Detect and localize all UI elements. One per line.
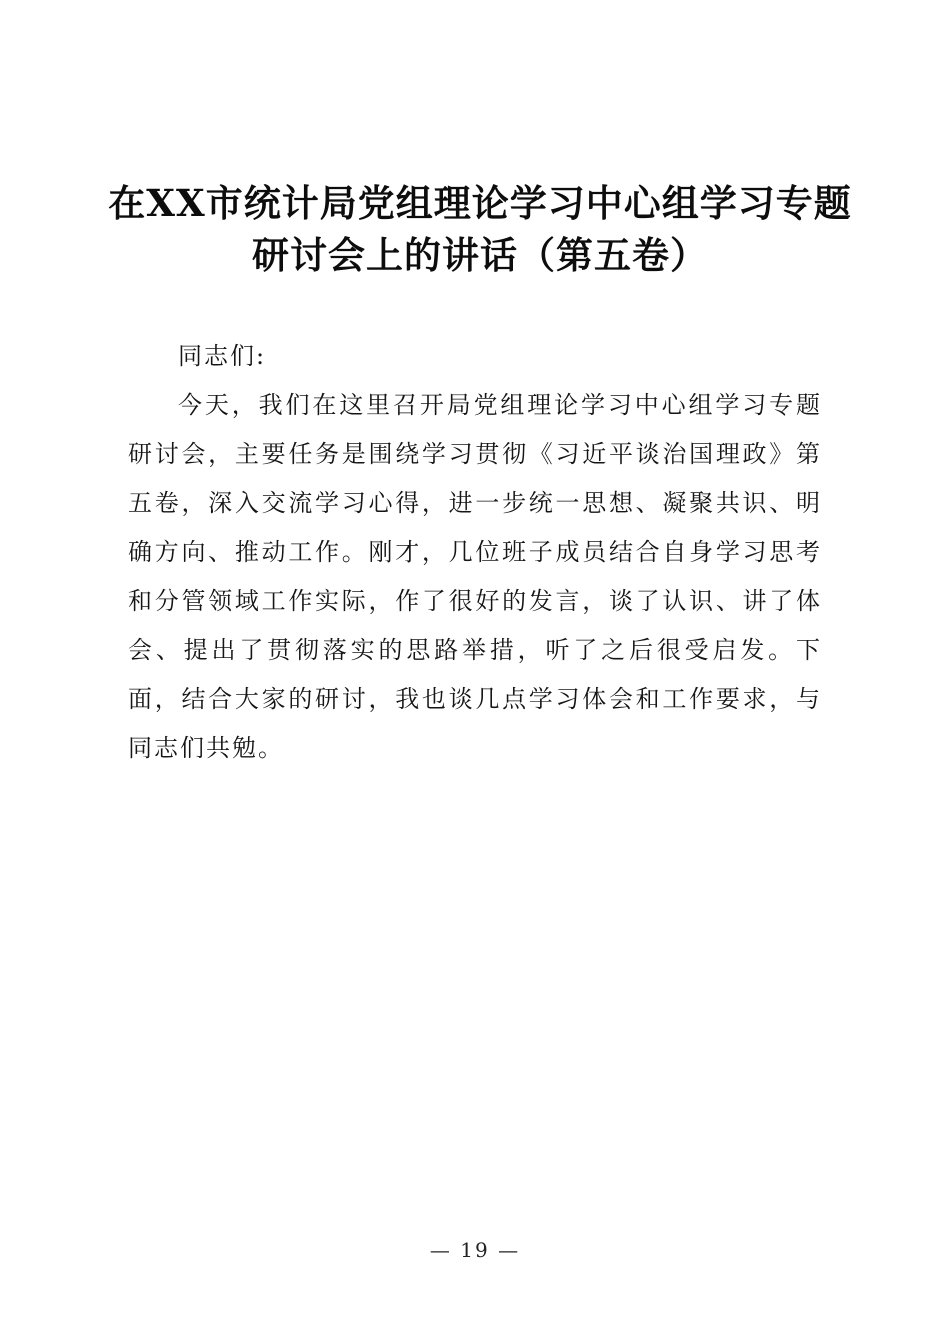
document-title-line-2: 研讨会上的讲话（第五卷） [252,233,708,277]
document-title-line-1: 在XX市统计局党组理论学习中心组学习专题 [108,181,852,225]
page-number: — 19 — [429,1238,521,1262]
document-body [128,332,822,773]
body-paragraph: 今天，我们在这里召开局党组理论学习中心组学习专题研讨会，主要任务是围绕学习贯彻《习近平谈治国理政》第五卷，深入交流学习心得，进一步统一思想、凝聚共识、明确方向、推动工作。刚才，几位班子成员结合自身学习思考和分管领域工作实际，作了很好的发言，谈了认识、讲了体会、提出了贯彻落实的思路举措，听了之后很受启发。下面，结合大家的研讨，我也谈几点学习体会和工作要求，与同志们共勉。 [128,391,822,762]
salutation: 同志们: [178,342,267,370]
